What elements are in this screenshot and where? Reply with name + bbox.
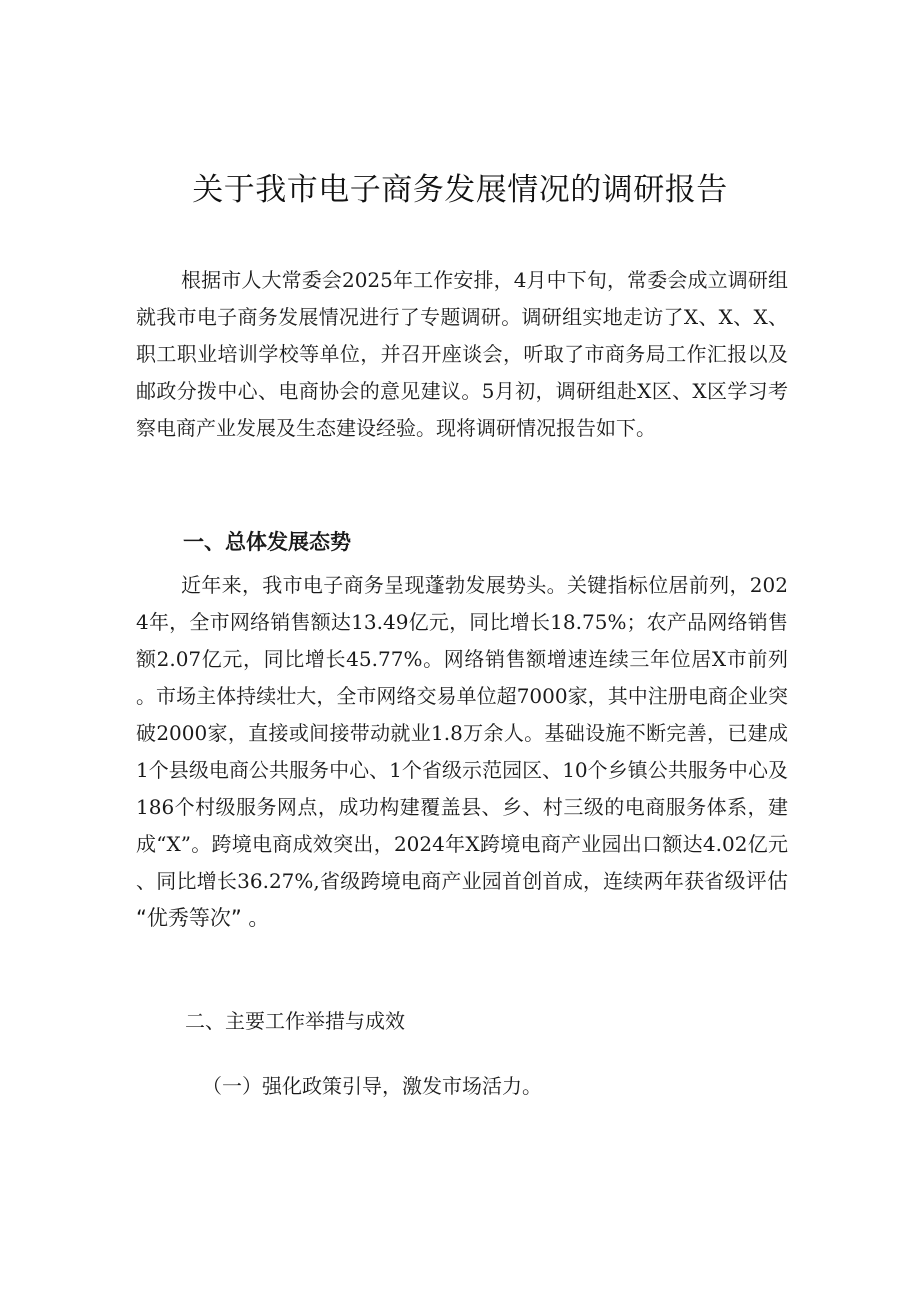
section-heading-overall-trend: 一、总体发展态势: [183, 530, 351, 554]
overall-trend-emphasis: 级评估 “优秀等次” 。: [136, 869, 789, 930]
subsection-heading-policy-guidance: （一）强化政策引导，激发市场活力。: [202, 1074, 542, 1098]
overall-trend-paragraph: [136, 567, 788, 937]
intro-paragraph: 根据市人大常委会2025年工作安排，4月中下旬，常委会成立调研组就我市电子商务发展情况进行了专题调研。调研组实地走访了X、X、X、职工职业培训学校等单位，并召开座谈会，听取了市商务局工作汇报以及邮政分拨中心、电商协会的意见建议。5月初，调研组赴X区、X区学习考察电商产业发展及生态建设经验。现将调研情况报告如下。: [136, 268, 788, 440]
section-heading-main-measures: 二、主要工作举措与成效: [185, 1009, 405, 1033]
overall-trend-text: 近年来，我市电子商务呈现蓬勃发展势头。关键指标位居前列，2024年，全市网络销售额达13.49亿元，同比增长18.75%；农产品网络销售额2.07亿元，同比增长45.77%。网络销售额增速连续三年位居X市前列。市场主体持续壮大，全市网络交易单位超7000家，其中注册电商企业突破2000家，直接或间接带动就业1.8万余人。基础设施不断完善，已建成1个县级电商公共服务中心、1个省级示范园区、10个乡镇公共服务中心及186个村级服务网点，成功构建覆盖县、乡、村三级的电商服务体系，建成“X”。跨境电商成效突出，2024年X跨境电商产业园出口额达4.02亿元、同比增长36.27%,省级跨境电商产业园首创首成，连续两年获省: [136, 573, 788, 893]
document-title: 关于我市电子商务发展情况的调研报告: [192, 172, 728, 208]
